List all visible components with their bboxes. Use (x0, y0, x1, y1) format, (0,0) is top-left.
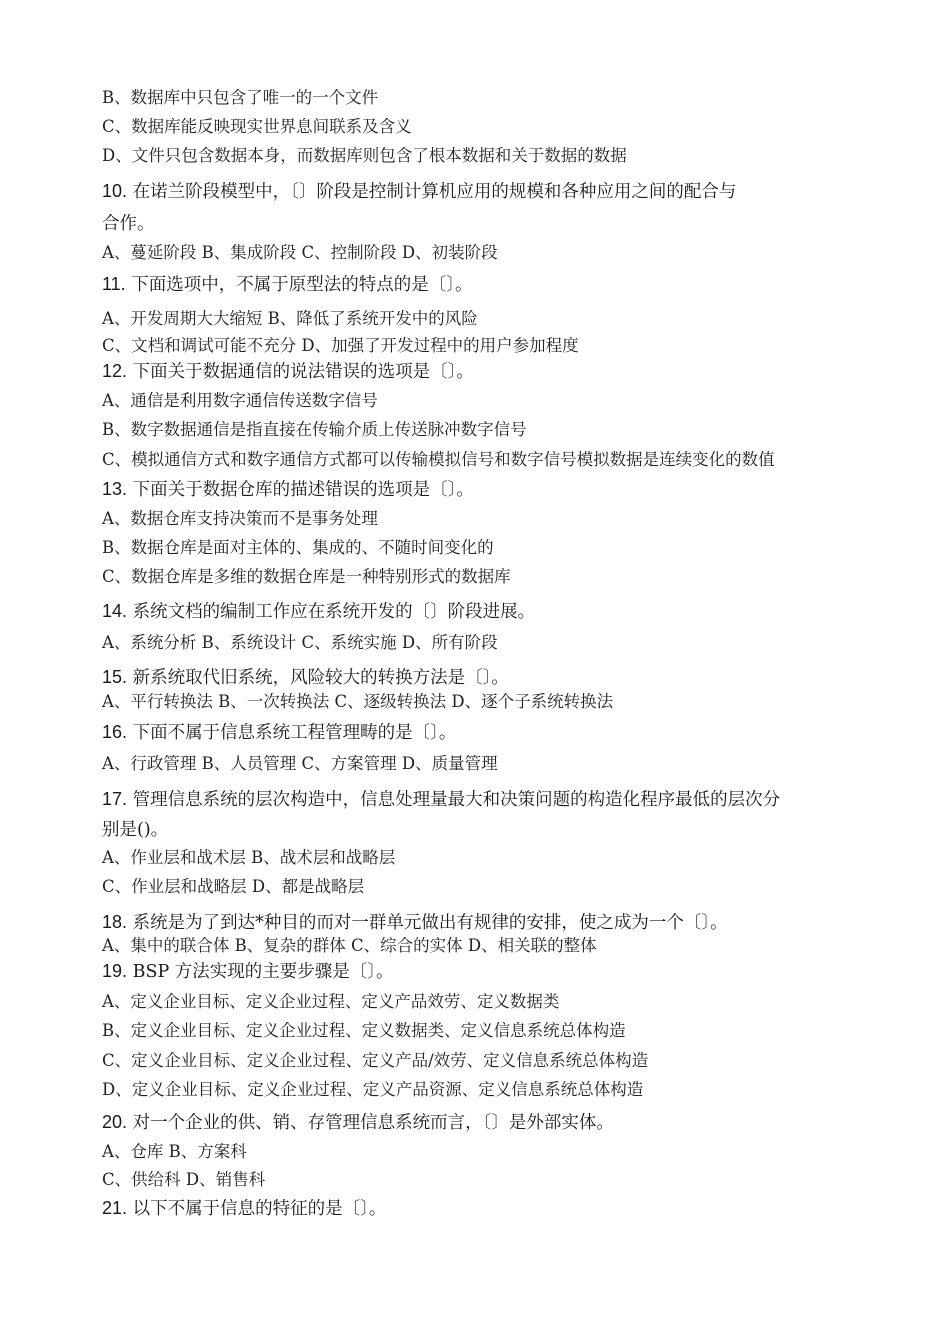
question-line: 15. 新系统取代旧系统，风险较大的转换方法是〔〕。 (102, 667, 509, 688)
option-line: A、平行转换法 B、一次转换法 C、逐级转换法 D、逐个子系统转换法 (102, 692, 614, 711)
option-line: B、数据仓库是面对主体的、集成的、不随时间变化的 (102, 538, 494, 557)
question-line: 别是()。 (102, 820, 169, 840)
option-line: A、作业层和战术层 B、战术层和战略层 (102, 848, 396, 867)
question-line: 10. 在诺兰阶段模型中，〔〕阶段是控制计算机应用的规模和各种应用之间的配合与 (102, 181, 737, 202)
option-line: A、行政管理 B、人员管理 C、方案管理 D、质量管理 (102, 754, 498, 773)
option-line: A、蔓延阶段 B、集成阶段 C、控制阶段 D、初装阶段 (102, 243, 498, 262)
question-line: 11. 下面选项中，不属于原型法的特点的是〔〕。 (102, 274, 473, 295)
option-line: A、数据仓库支持决策而不是事务处理 (102, 509, 378, 528)
option-line: D、定义企业目标、定义企业过程、定义产品资源、定义信息系统总体构造 (102, 1080, 644, 1099)
option-line: B、数字数据通信是指直接在传输介质上传送脉冲数字信号 (102, 420, 527, 439)
option-line: A、开发周期大大缩短 B、降低了系统开发中的风险 (102, 309, 478, 328)
option-line: A、集中的联合体 B、复杂的群体 C、综合的实体 D、相关联的整体 (102, 936, 597, 955)
option-line: C、供给科 D、销售科 (102, 1170, 266, 1189)
question-line: 20. 对一个企业的供、销、存管理信息系统而言，〔〕是外部实体。 (102, 1112, 614, 1133)
question-line: 14. 系统文档的编制工作应在系统开发的〔〕阶段进展。 (102, 601, 536, 622)
option-line: A、系统分析 B、系统设计 C、系统实施 D、所有阶段 (102, 633, 498, 652)
option-line: C、模拟通信方式和数字通信方式都可以传输模拟信号和数字信号模拟数据是连续变化的数值 (102, 450, 775, 469)
option-line: B、定义企业目标、定义企业过程、定义数据类、定义信息系统总体构造 (102, 1021, 626, 1040)
question-line: 13. 下面关于数据仓库的描述错误的选项是〔〕。 (102, 479, 474, 500)
question-line: 合作。 (102, 214, 155, 234)
option-line: A、定义企业目标、定义企业过程、定义产品效劳、定义数据类 (102, 992, 560, 1011)
option-line: D、文件只包含数据本身，而数据库则包含了根本数据和关于数据的数据 (102, 146, 627, 165)
option-line: C、定义企业目标、定义企业过程、定义产品/效劳、定义信息系统总体构造 (102, 1051, 649, 1070)
question-line: 21. 以下不属于信息的特征的是〔〕。 (102, 1198, 387, 1219)
option-line: C、作业层和战略层 D、都是战略层 (102, 877, 365, 896)
option-line: C、数据仓库是多维的数据仓库是一种特别形式的数据库 (102, 567, 511, 586)
question-line: 18. 系统是为了到达*种目的而对一群单元做出有规律的安排，使之成为一个〔〕。 (102, 912, 728, 933)
question-line: 12. 下面关于数据通信的说法错误的选项是〔〕。 (102, 361, 474, 382)
option-line: A、通信是利用数字通信传送数字信号 (102, 391, 378, 410)
question-line: 17. 管理信息系统的层次构造中，信息处理量最大和决策问题的构造化程序最低的层次分 (102, 789, 781, 810)
option-line: C、数据库能反映现实世界息间联系及含义 (102, 117, 412, 136)
option-line: B、数据库中只包含了唯一的一个文件 (102, 88, 379, 107)
option-line: A、仓库 B、方案科 (102, 1142, 247, 1161)
question-line: 19. BSP 方法实现的主要步骤是〔〕。 (102, 961, 394, 982)
question-line: 16. 下面不属于信息系统工程管理畴的是〔〕。 (102, 722, 457, 743)
option-line: C、文档和调试可能不充分 D、加强了开发过程中的用户参加程度 (102, 336, 579, 355)
